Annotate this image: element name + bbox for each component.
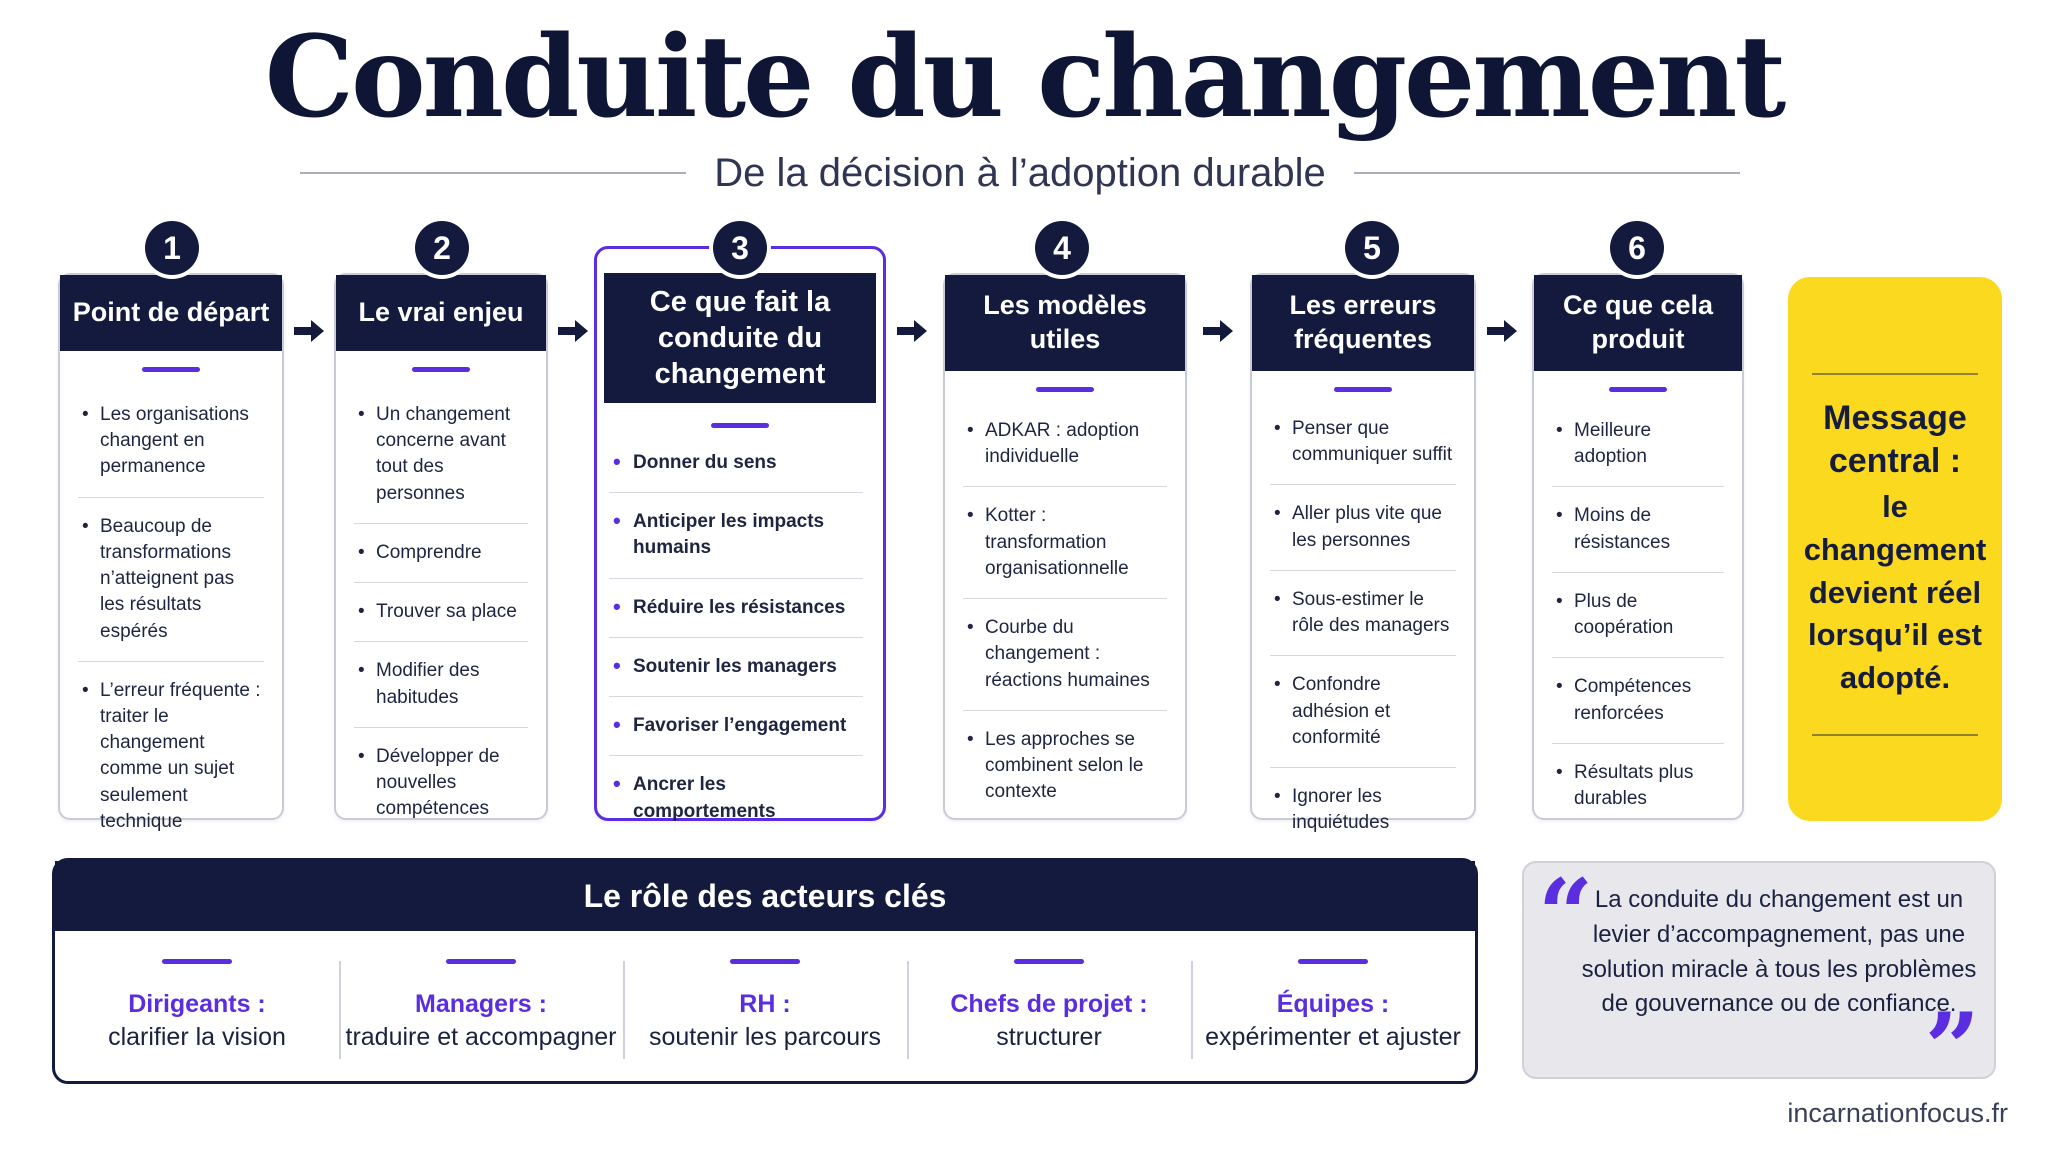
- actor-accent-bar: [162, 959, 232, 964]
- step-2-number-badge: 2: [415, 221, 469, 275]
- step-4-title: Les modèles utiles: [945, 275, 1185, 371]
- actor-accent-bar: [1014, 959, 1084, 964]
- step-6-title: Ce que cela produit: [1534, 275, 1742, 371]
- step-5-number-badge: 5: [1345, 221, 1399, 275]
- step-2-card: [334, 273, 548, 820]
- list-item: • Aller plus vite que les personnes: [1270, 485, 1456, 570]
- list-item: • L’erreur fréquente : traiter le changement comme un sujet seulement technique: [78, 662, 264, 851]
- list-item: • Développer de nouvelles compétences: [354, 728, 528, 839]
- list-item: • Confondre adhésion et conformité: [1270, 656, 1456, 768]
- step-2-title: Le vrai enjeu: [336, 275, 546, 351]
- step-6-number-badge: 6: [1610, 221, 1664, 275]
- list-item: • Un changement concerne avant tout des personnes: [354, 386, 528, 524]
- list-item: • Favoriser l’engagement: [609, 697, 863, 756]
- key-actors-title: Le rôle des acteurs clés: [55, 861, 1475, 931]
- step-1-card: [58, 273, 284, 832]
- quote-text: La conduite du changement est un levier d’accompagnement, pas une solution miracle à tous les problèmes de gouvernance ou de confiance.: [1581, 886, 1977, 1018]
- step-1-title: Point de départ: [60, 275, 282, 351]
- list-item: • Kotter : transformation organisationnelle: [963, 487, 1167, 599]
- key-actors-panel: [52, 858, 1478, 1084]
- list-item: • Compétences renforcées: [1552, 658, 1724, 743]
- open-quote-icon: “: [1538, 858, 1594, 971]
- page-title: Conduite du changement: [264, 12, 1784, 143]
- subtitle-row: [300, 145, 1740, 201]
- list-item: • Trouver sa place: [354, 583, 528, 642]
- footer-site-link[interactable]: incarnationfocus.fr: [1787, 1098, 2008, 1128]
- subtitle-rule-left: [300, 172, 686, 174]
- actor-accent-bar: [1298, 959, 1368, 964]
- step-6-card: [1532, 273, 1744, 820]
- close-quote-icon: ”: [1924, 992, 1980, 1105]
- list-item: • Meilleure adoption: [1552, 402, 1724, 487]
- actor-name: Équipes :: [1276, 990, 1390, 1018]
- step-4-number-badge: 4: [1035, 221, 1089, 275]
- list-item: • Les approches se combinent selon le contexte: [963, 711, 1167, 822]
- step-1-number-badge: 1: [145, 221, 199, 275]
- message-divider-bottom: [1812, 734, 1978, 736]
- actor-accent-bar: [446, 959, 516, 964]
- list-item: • Moins de résistances: [1552, 487, 1724, 572]
- list-item: • Comprendre: [354, 524, 528, 583]
- page-subtitle: De la décision à l’adoption durable: [714, 150, 1326, 195]
- message-body: le changement devient réel lorsqu’il est adopté.: [1803, 489, 1987, 696]
- list-item: • Modifier des habitudes: [354, 642, 528, 727]
- actor-rh: [623, 931, 907, 1081]
- step-5-title: Les erreurs fréquentes: [1252, 275, 1474, 371]
- key-actors-list: [55, 931, 1475, 1081]
- list-item: • Réduire les résistances: [609, 579, 863, 638]
- step-4-card: [943, 273, 1187, 820]
- actor-role: clarifier la vision: [108, 1022, 286, 1051]
- message-title: Message central :: [1823, 399, 1967, 480]
- step-4-accent-bar: [1036, 387, 1094, 392]
- step-6-accent-bar: [1609, 387, 1667, 392]
- list-item: • Plus de coopération: [1552, 573, 1724, 658]
- arrow-right-icon: [558, 319, 588, 343]
- list-item: • ADKAR : adoption individuelle: [963, 402, 1167, 487]
- list-item: • Sous-estimer le rôle des managers: [1270, 571, 1456, 656]
- step-2-accent-bar: [412, 367, 470, 372]
- arrow-right-icon: [294, 319, 324, 343]
- list-item: • Anticiper les impacts humains: [609, 493, 863, 578]
- actor-name: Dirigeants :: [128, 990, 266, 1018]
- actor-equipes: [1191, 931, 1475, 1081]
- message-divider-top: [1812, 373, 1978, 375]
- actor-name: RH :: [739, 990, 791, 1018]
- actor-dirigeants: [55, 931, 339, 1081]
- actor-role: expérimenter et ajuster: [1205, 1022, 1461, 1051]
- list-item: • Ancrer les comportements: [609, 756, 863, 840]
- actor-managers: [339, 931, 623, 1081]
- actor-name: Chefs de projet :: [950, 990, 1148, 1018]
- step-3-number-badge: 3: [713, 221, 767, 275]
- step-5-card: [1250, 273, 1476, 834]
- actor-accent-bar: [730, 959, 800, 964]
- actor-role: soutenir les parcours: [648, 1022, 882, 1051]
- arrow-right-icon: [897, 319, 927, 343]
- list-item: • Courbe du changement : réactions humaines: [963, 599, 1167, 711]
- actor-chefs-de-projet: [907, 931, 1191, 1081]
- list-item: • Donner du sens: [609, 434, 863, 493]
- arrow-right-icon: [1203, 319, 1233, 343]
- list-item: • Résultats plus durables: [1552, 744, 1724, 828]
- list-item: • Les organisations changent en permanence: [78, 386, 264, 498]
- central-message-panel: [1788, 277, 2002, 821]
- list-item: • Beaucoup de transformations n’atteignent pas les résultats espérés: [78, 498, 264, 662]
- subtitle-rule-right: [1354, 172, 1740, 174]
- list-item: • Ignorer les inquiétudes: [1270, 768, 1456, 852]
- actor-role: traduire et accompagner: [345, 1022, 617, 1051]
- arrow-right-icon: [1487, 319, 1517, 343]
- list-item: • Soutenir les managers: [609, 638, 863, 697]
- step-1-accent-bar: [142, 367, 200, 372]
- quote-box: [1522, 858, 1996, 1105]
- list-item: • Penser que communiquer suffit: [1270, 400, 1456, 485]
- actor-name: Managers :: [415, 990, 547, 1018]
- step-3-accent-bar: [711, 423, 769, 428]
- step-3-card: [594, 246, 886, 821]
- step-3-title: Ce que fait la conduite du changement: [604, 273, 876, 403]
- actor-role: structurer: [996, 1022, 1102, 1051]
- step-5-accent-bar: [1334, 387, 1392, 392]
